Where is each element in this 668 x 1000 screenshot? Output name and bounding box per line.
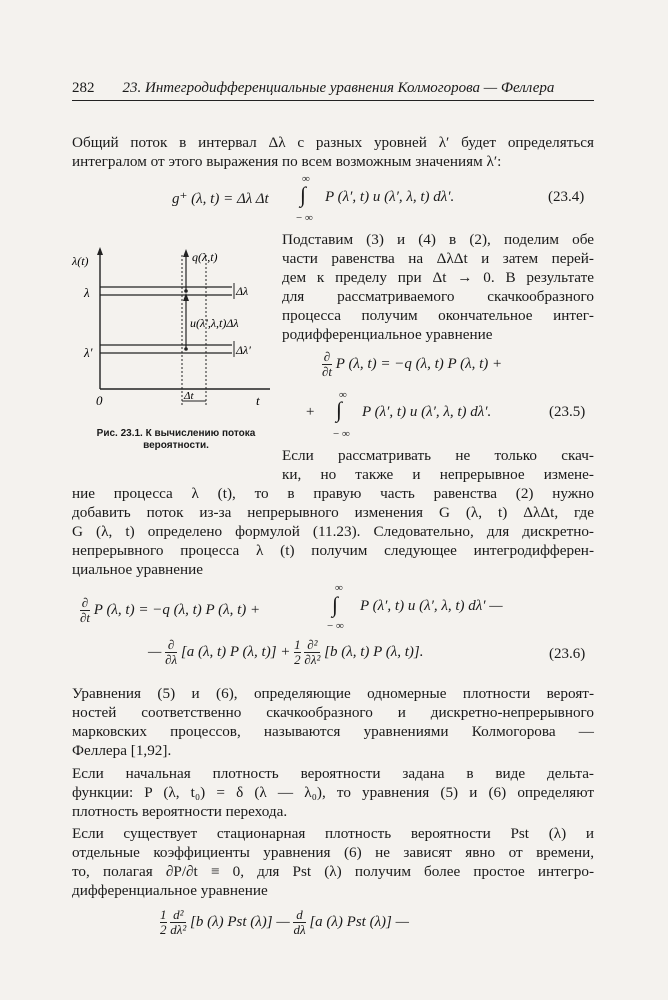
header-rule [72, 100, 594, 101]
text-line: Если начальная плотность вероятности задана в виде дельта- [72, 765, 594, 782]
label-u: u(λ′,λ,t)Δλ [190, 316, 239, 330]
equation-23-4-lhs: g⁺ (λ, t) = Δλ Δt [172, 191, 269, 207]
label-d-lambda-prime: Δλ′ [236, 343, 251, 357]
label-lambda-prime: λ′ [84, 345, 93, 360]
fraction-denominator: ∂t [80, 610, 91, 625]
fraction-numerator: ∂² [307, 637, 318, 652]
fraction-numerator: 1 [294, 637, 301, 652]
fraction-denominator: ∂λ [165, 652, 178, 667]
text-line: Феллера [1,92]. [72, 742, 172, 759]
text-line: Если рассматривать не только скач- [282, 447, 594, 464]
text-line: плотность вероятности перехода. [72, 803, 288, 820]
text-line: отдельные коэффициенты уравнения (6) не зависят явно от времени, [72, 844, 594, 861]
text-line: марковских процессов, называются уравнениями Колмогорова — [72, 723, 594, 740]
equation-23-5-plus: + [305, 404, 316, 420]
paragraph-substitution [282, 230, 594, 344]
minus-sign: — [148, 643, 162, 660]
label-d-lambda: Δλ [236, 284, 249, 298]
integral-sign: ∫ [332, 592, 339, 617]
text-line: ностей соответственно скачкообразного и дискретно-непрерывного [72, 704, 594, 721]
label-q: q(λ,t) [192, 250, 218, 264]
text-line: непрерывного процесса λ (t) получим следующее интегродифферен- [72, 542, 594, 559]
integral-upper-limit: ∞ [302, 173, 310, 185]
figure-23-1 [70, 245, 280, 425]
caption-line: Рис. 23.1. К вычислению потока [96, 428, 256, 439]
page-number: 282 [72, 80, 95, 96]
text-line: ки, но также и непрерывное измене- [282, 466, 594, 483]
text-line: дифференциальное уравнение [72, 882, 268, 899]
paragraph-continuous-body [72, 484, 594, 579]
equation-23-5-integrand: P (λ′, t) u (λ′, λ, t) dλ′. [362, 404, 492, 420]
equation-text: P (λ, t) = −q (λ, t) P (λ, t) + [93, 601, 261, 618]
text-line: дем к пределу при Δt → 0. В результате [282, 269, 594, 286]
half-fraction [294, 638, 301, 667]
equation-23-6-integrand: P (λ′, t) u (λ′, λ, t) dλ′ — [360, 598, 503, 614]
integral-upper-limit: ∞ [335, 582, 343, 594]
text-line: части равенства на ΔλΔt и затем перей- [282, 250, 594, 267]
equation-number: (23.5) [549, 404, 586, 420]
label-y-axis: λ(t) [72, 254, 89, 268]
fraction-numerator: ∂ [167, 637, 175, 652]
equation-23-6-line1 [80, 596, 260, 625]
integral-lower-limit: − ∞ [327, 620, 344, 632]
equation-23-6-line2 [148, 638, 423, 667]
equation-text: [a (λ, t) P (λ, t)] + [180, 643, 291, 660]
equation-text: P (λ, t) = −q (λ, t) P (λ, t) + [335, 355, 503, 372]
running-title: 23. Интегродифференциальные уравнения Колмогорова — Феллера [122, 80, 555, 96]
label-origin: 0 [96, 393, 103, 408]
q-arrow-icon [183, 249, 189, 257]
text-line: Если существует стационарная плотность вероятности Pst (λ) и [72, 825, 594, 842]
partial-fraction [80, 596, 90, 625]
text-line: функции: P (λ, t₀) = δ (λ — λ₀), то уравнения (5) и (6) определяют [72, 784, 594, 801]
integral-upper-limit: ∞ [339, 389, 347, 401]
figure-caption [76, 428, 276, 452]
second-partial-fraction [304, 638, 320, 667]
partial-fraction [322, 350, 332, 379]
point-lambda-prime [184, 347, 188, 351]
label-dt: Δt [184, 390, 194, 402]
fraction-denominator: dλ² [170, 922, 187, 937]
equation-text: [a (λ) Pst (λ)] — [309, 913, 409, 930]
equation-number: (23.6) [549, 646, 586, 662]
text-line: для рассматриваемого скачкообразного [282, 288, 594, 305]
paragraph-stationary [72, 824, 594, 900]
fraction-denominator: 2 [294, 652, 301, 667]
equation-23-5-line1 [322, 350, 502, 379]
paragraph-flux-intro [72, 133, 594, 171]
fraction-numerator: d² [173, 907, 184, 922]
label-lambda: λ [84, 285, 90, 300]
u-arrow-icon [183, 293, 189, 301]
integral-sign: ∫ [300, 182, 307, 207]
page-header [72, 80, 592, 97]
paragraph-initial-density [72, 764, 594, 821]
derivative-fraction [293, 908, 305, 937]
half-fraction [160, 908, 167, 937]
equation-23-4-integrand: P (λ′, t) u (λ′, λ, t) dλ′. [325, 189, 455, 205]
caption-line: вероятности. [143, 440, 209, 451]
fraction-numerator: 1 [160, 907, 167, 922]
text-line: Общий поток в интервал Δλ с разных уровней λ′ будет определяться [72, 134, 594, 151]
text-line: родифференциальное уравнение [282, 326, 493, 343]
fraction-numerator: ∂ [81, 595, 89, 610]
fraction-numerator: ∂ [323, 349, 331, 364]
text-line: процесса получим окончательное интег- [282, 307, 594, 324]
paragraph-kolmogorov-feller [72, 684, 594, 760]
integral-lower-limit: − ∞ [296, 212, 313, 224]
text-line: циальное уравнение [72, 561, 204, 578]
integral-lower-limit: − ∞ [333, 428, 350, 440]
fraction-denominator: ∂λ² [304, 652, 321, 667]
point-lambda [184, 289, 188, 293]
fraction-denominator: ∂t [322, 364, 333, 379]
integral-sign: ∫ [336, 397, 343, 422]
partial-fraction [165, 638, 177, 667]
text-line: Уравнения (5) и (6), определяющие одномерные плотности вероят- [72, 685, 594, 702]
text-line: G (λ, t) определено формулой (11.23). Следовательно, для дискретно- [72, 523, 594, 540]
text-line: интегралом от этого выражения по всем возможным значениям λ′: [72, 153, 502, 170]
fraction-denominator: dλ [293, 922, 306, 937]
label-t: t [256, 393, 260, 408]
text-line: добавить поток из-за непрерывного изменения G (λ, t) ΔλΔt, где [72, 504, 594, 521]
y-axis-arrow-icon [97, 247, 103, 255]
equation-text: [b (λ, t) P (λ, t)]. [324, 643, 424, 660]
second-derivative-fraction [170, 908, 186, 937]
equation-stationary [160, 908, 409, 937]
fraction-denominator: 2 [160, 922, 167, 937]
text-line: то, полагая ∂P/∂t ≡ 0, для Pst (λ) получим более простое интегро- [72, 863, 594, 880]
paragraph-continuous-head [282, 446, 594, 484]
equation-number: (23.4) [548, 189, 585, 205]
text-line: Подставим (3) и (4) в (2), поделим обе [282, 231, 594, 248]
text-line: ние процесса λ (t), то в правую часть равенства (2) нужно [72, 485, 594, 502]
equation-text: [b (λ) Pst (λ)] — [190, 913, 290, 930]
fraction-numerator: d [296, 907, 303, 922]
